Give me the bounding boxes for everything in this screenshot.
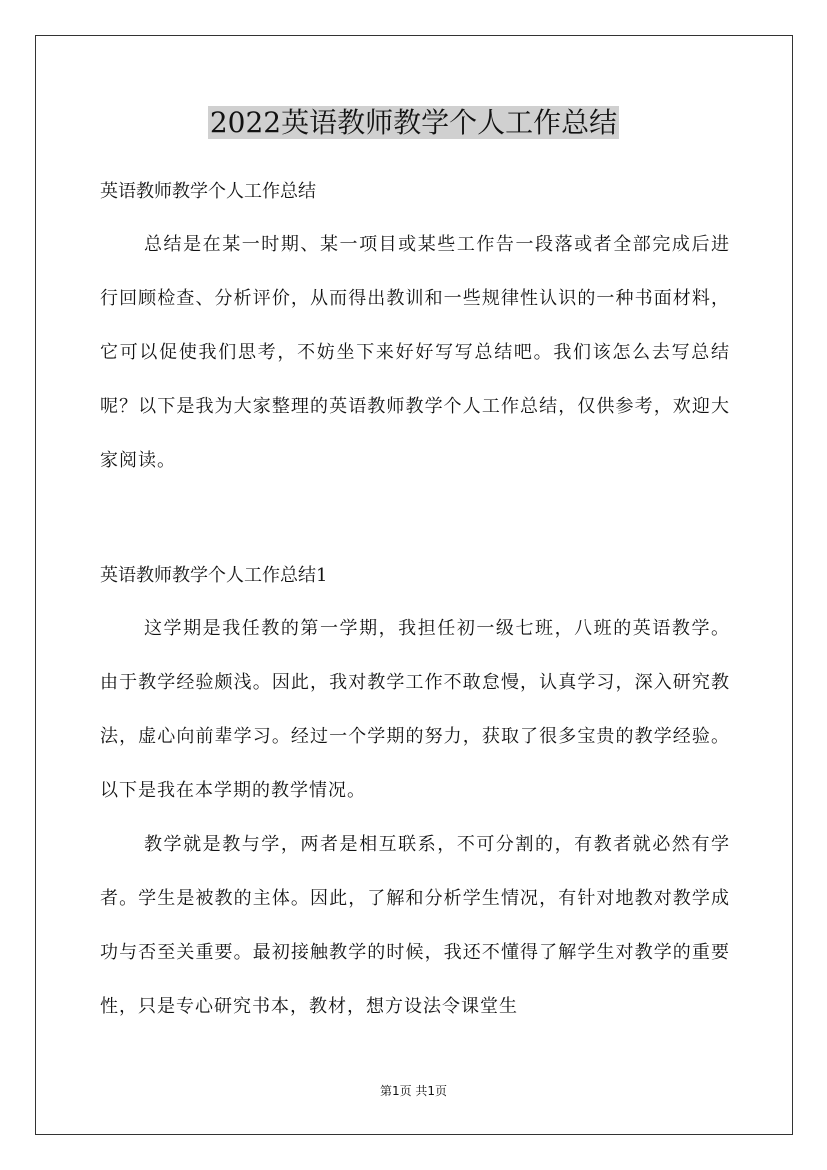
document-body [100, 172, 730, 1034]
section1-paragraph-1: 这学期是我任教的第一学期，我担任初一级七班，八班的英语教学。由于教学经验颇浅。因此，我对教学工作不敢怠慢，认真学习，深入研究教法，虚心向前辈学习。经过一个学期的努力，获取了很多宝贵的教学经验。以下是我在本学期的教学情况。 [100, 618, 730, 801]
document-subtitle: 英语教师教学个人工作总结 [100, 181, 316, 202]
document-title [0, 103, 827, 143]
page-footer: 第1页 共1页 [379, 1084, 448, 1098]
intro-paragraph: 总结是在某一时期、某一项目或某些工作告一段落或者全部完成后进行回顾检查、分析评价，从而得出教训和一些规律性认识的一种书面材料，它可以促使我们思考，不妨坐下来好好写写总结吧。我们该怎么去写总结呢？以下是我为大家整理的英语教师教学个人工作总结，仅供参考，欢迎大家阅读。 [100, 234, 730, 471]
document-title-text: 2022英语教师教学个人工作总结 [209, 106, 618, 139]
section-heading-1: 英语教师教学个人工作总结1 [100, 565, 328, 586]
section1-paragraph-2: 教学就是教与学，两者是相互联系，不可分割的，有教者就必然有学者。学生是被教的主体。因此，了解和分析学生情况，有针对地教对教学成功与否至关重要。最初接触教学的时候，我还不懂得了解学生对教学的重要性，只是专心研究书本，教材，想方设法令课堂生 [100, 834, 730, 1017]
